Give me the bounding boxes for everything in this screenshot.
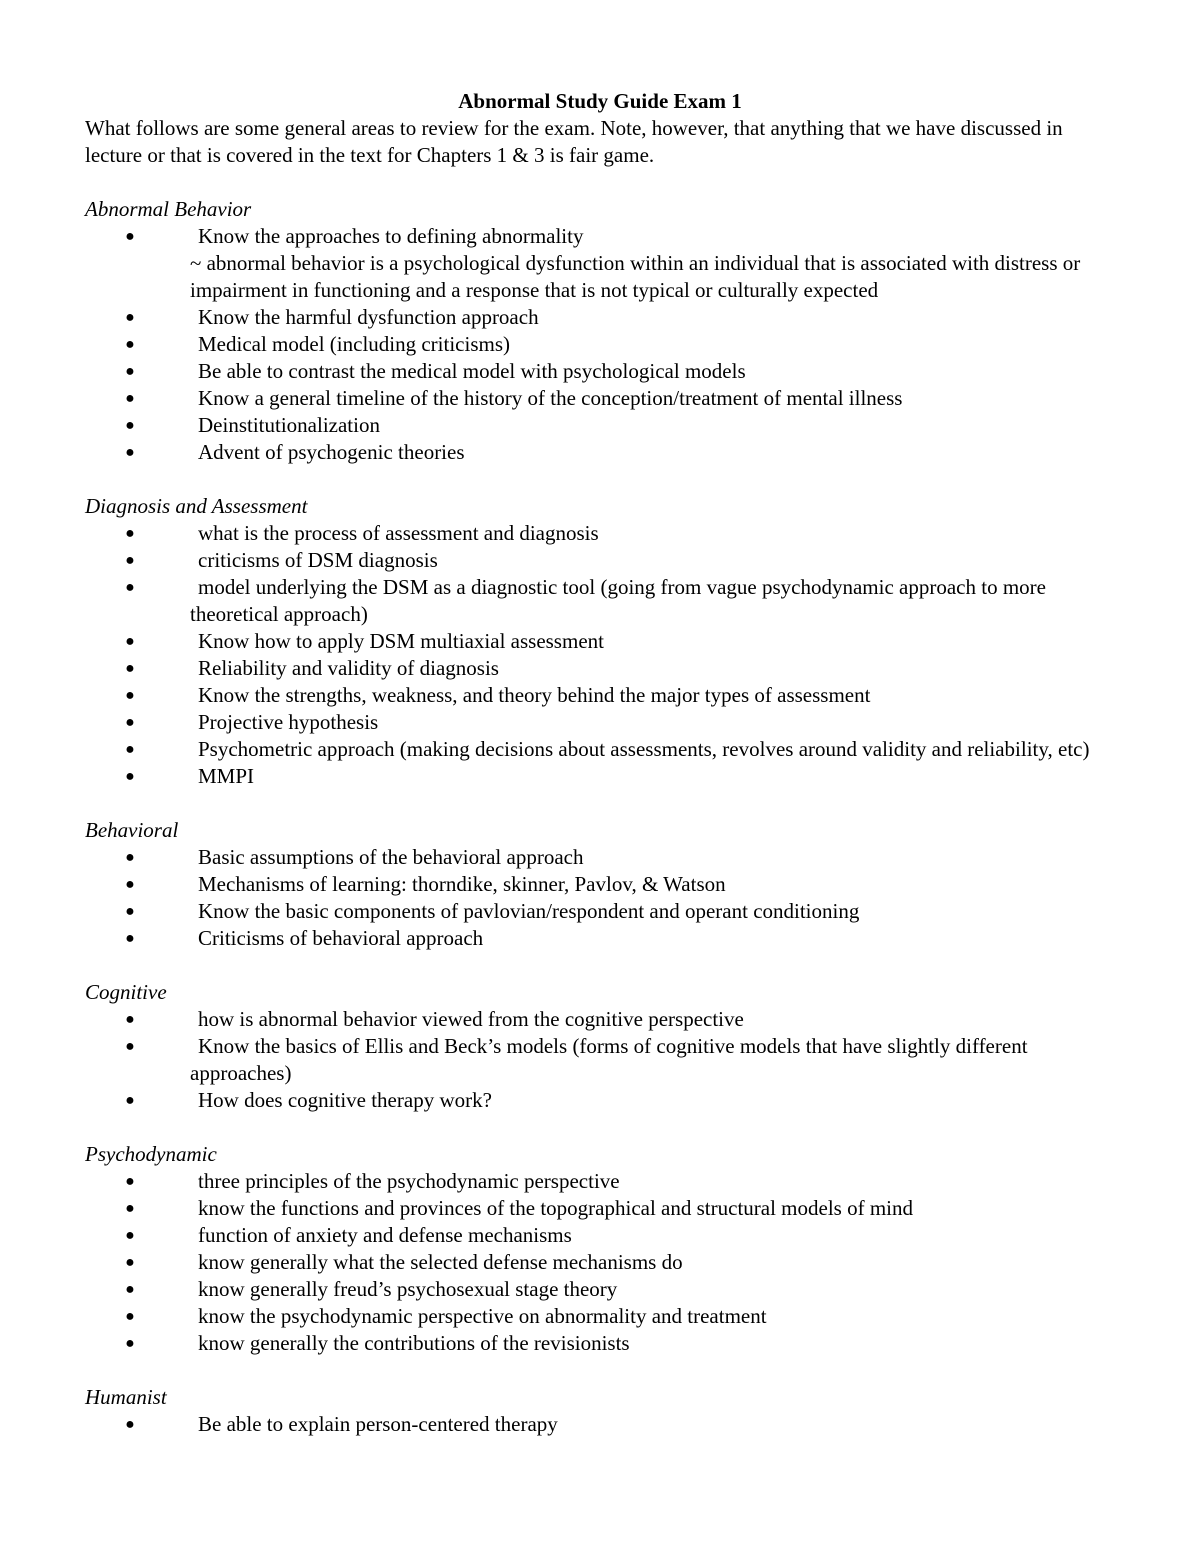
list-item-text: Psychometric approach (making decisions about assessments, revolves around validity and reliability, etc) — [198, 737, 1090, 761]
bullet-icon: ● — [125, 1254, 135, 1271]
list-item — [85, 898, 1115, 925]
list-item — [85, 358, 1115, 385]
section-heading: Psychodynamic — [85, 1142, 217, 1166]
list-item-note: ~ abnormal behavior is a psychological dysfunction within an individual that is associated with distress or impairment in functioning and a response that is not typical or culturally expected — [190, 251, 1081, 302]
list-item — [85, 1168, 1115, 1195]
list-item — [85, 844, 1115, 871]
list-item-text: Know how to apply DSM multiaxial assessment — [198, 629, 604, 653]
list-item — [85, 304, 1115, 331]
list-item-text: Be able to contrast the medical model with psychological models — [198, 359, 746, 383]
list-item — [85, 925, 1115, 952]
bullet-icon: ● — [125, 1092, 135, 1109]
list-item-text: know the psychodynamic perspective on abnormality and treatment — [198, 1304, 767, 1328]
section — [85, 817, 1115, 952]
bullet-icon: ● — [125, 1416, 135, 1433]
list-item — [85, 331, 1115, 358]
list-item — [85, 871, 1115, 898]
list-item-text: Deinstitutionalization — [198, 413, 380, 437]
bullet-list — [85, 1168, 1115, 1357]
bullet-icon: ● — [125, 336, 135, 353]
bullet-icon: ● — [125, 903, 135, 920]
list-item-text: Mechanisms of learning: thorndike, skinner, Pavlov, & Watson — [198, 872, 726, 896]
list-item-text: know generally freud’s psychosexual stage theory — [198, 1277, 618, 1301]
list-item — [85, 1276, 1115, 1303]
list-item — [85, 1195, 1115, 1222]
list-item — [85, 1303, 1115, 1330]
list-item-text: Know the strengths, weakness, and theory behind the major types of assessment — [198, 683, 871, 707]
list-item — [85, 763, 1115, 790]
list-item-text: MMPI — [198, 764, 255, 788]
bullet-icon: ● — [125, 633, 135, 650]
section-heading: Humanist — [85, 1385, 167, 1409]
list-item-text: criticisms of DSM diagnosis — [198, 548, 438, 572]
list-item-text: what is the process of assessment and diagnosis — [198, 521, 599, 545]
bullet-icon: ● — [125, 1200, 135, 1217]
list-item — [85, 412, 1115, 439]
list-item — [85, 385, 1115, 412]
list-item-text: Criticisms of behavioral approach — [198, 926, 484, 950]
list-item-text: Know the approaches to defining abnormality — [198, 224, 584, 248]
bullet-list — [85, 1411, 1115, 1438]
section-heading: Behavioral — [85, 818, 179, 842]
list-item-text: how is abnormal behavior viewed from the cognitive perspective — [198, 1007, 744, 1031]
section — [85, 1384, 1115, 1438]
list-item-text: three principles of the psychodynamic perspective — [198, 1169, 620, 1193]
bullet-list — [85, 520, 1115, 790]
list-item-text: Basic assumptions of the behavioral approach — [198, 845, 584, 869]
intro-paragraph: What follows are some general areas to review for the exam. Note, however, that anything that we have discussed in lecture or that is covered in the text for Chapters 1 & 3 is fair game. — [85, 116, 1063, 167]
bullet-icon: ● — [125, 228, 135, 245]
list-item — [85, 1222, 1115, 1249]
bullet-icon: ● — [125, 1281, 135, 1298]
document-page — [85, 87, 1115, 1438]
list-item-text: Reliability and validity of diagnosis — [198, 656, 499, 680]
bullet-icon: ● — [125, 390, 135, 407]
bullet-icon: ● — [125, 768, 135, 785]
list-item-text: How does cognitive therapy work? — [198, 1088, 492, 1112]
list-item-text: Know the harmful dysfunction approach — [198, 305, 539, 329]
list-item-text: Advent of psychogenic theories — [198, 440, 465, 464]
bullet-icon: ● — [125, 714, 135, 731]
bullet-icon: ● — [125, 525, 135, 542]
list-item-text: function of anxiety and defense mechanisms — [198, 1223, 572, 1247]
bullet-icon: ● — [125, 741, 135, 758]
bullet-icon: ● — [125, 876, 135, 893]
list-item — [85, 628, 1115, 655]
bullet-icon: ● — [125, 1173, 135, 1190]
list-item — [85, 1411, 1115, 1438]
list-item — [85, 1249, 1115, 1276]
list-item — [85, 1330, 1115, 1357]
list-item-text: Know a general timeline of the history of the conception/treatment of mental illness — [198, 386, 903, 410]
list-item-text: Know the basics of Ellis and Beck’s models (forms of cognitive models that have slightly different approaches) — [190, 1034, 1028, 1085]
bullet-icon: ● — [125, 1011, 135, 1028]
section-heading: Cognitive — [85, 980, 167, 1004]
list-item-text: know generally what the selected defense mechanisms do — [198, 1250, 683, 1274]
list-item-text: model underlying the DSM as a diagnostic tool (going from vague psychodynamic approach to more theoretical approach) — [190, 575, 1046, 626]
bullet-icon: ● — [125, 1227, 135, 1244]
list-item — [85, 1006, 1115, 1033]
bullet-icon: ● — [125, 444, 135, 461]
list-item — [85, 223, 1115, 304]
bullet-icon: ● — [125, 579, 135, 596]
bullet-icon: ● — [125, 660, 135, 677]
sections-container — [85, 196, 1115, 1438]
section — [85, 1141, 1115, 1357]
list-item — [85, 520, 1115, 547]
list-item — [85, 547, 1115, 574]
list-item-text: Medical model (including criticisms) — [198, 332, 511, 356]
list-item — [85, 1033, 1115, 1087]
bullet-icon: ● — [125, 1038, 135, 1055]
bullet-icon: ● — [125, 930, 135, 947]
document-title: Abnormal Study Guide Exam 1 — [458, 89, 742, 113]
bullet-icon: ● — [125, 309, 135, 326]
bullet-icon: ● — [125, 687, 135, 704]
bullet-list — [85, 844, 1115, 952]
list-item — [85, 736, 1115, 763]
section — [85, 979, 1115, 1114]
bullet-icon: ● — [125, 849, 135, 866]
list-item — [85, 574, 1115, 628]
section-heading: Diagnosis and Assessment — [85, 494, 308, 518]
list-item — [85, 439, 1115, 466]
section-heading: Abnormal Behavior — [85, 197, 252, 221]
section — [85, 196, 1115, 466]
list-item-text: Know the basic components of pavlovian/respondent and operant conditioning — [198, 899, 860, 923]
section — [85, 493, 1115, 790]
bullet-list — [85, 1006, 1115, 1114]
list-item-text: know generally the contributions of the revisionists — [198, 1331, 630, 1355]
bullet-icon: ● — [125, 552, 135, 569]
list-item-text: Projective hypothesis — [198, 710, 379, 734]
bullet-icon: ● — [125, 363, 135, 380]
bullet-list — [85, 223, 1115, 466]
bullet-icon: ● — [125, 1308, 135, 1325]
bullet-icon: ● — [125, 1335, 135, 1352]
list-item-text: Be able to explain person-centered therapy — [198, 1412, 558, 1436]
list-item — [85, 1087, 1115, 1114]
list-item — [85, 682, 1115, 709]
bullet-icon: ● — [125, 417, 135, 434]
list-item — [85, 709, 1115, 736]
list-item-text: know the functions and provinces of the topographical and structural models of mind — [198, 1196, 913, 1220]
list-item — [85, 655, 1115, 682]
